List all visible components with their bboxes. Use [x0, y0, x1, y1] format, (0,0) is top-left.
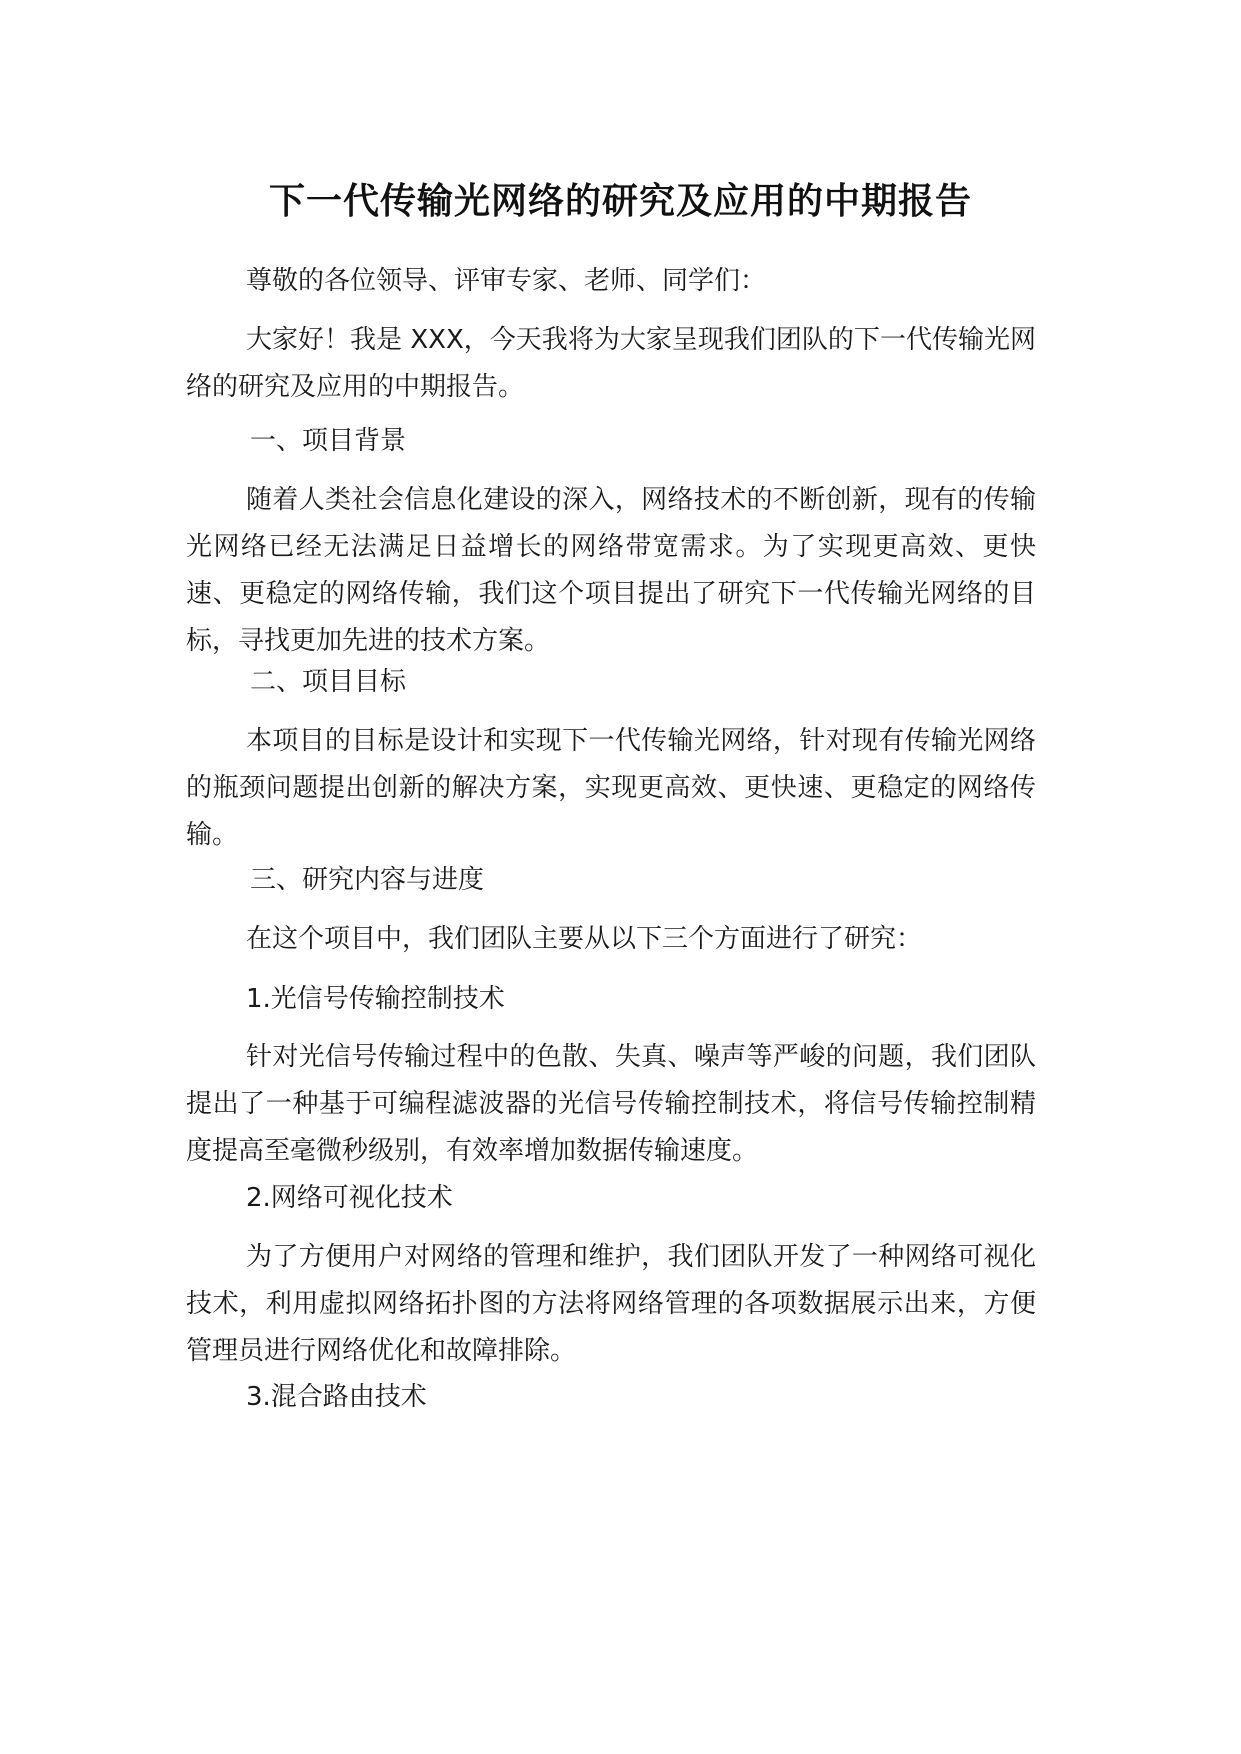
topic-body-visualization: 为了方便用户对网络的管理和维护，我们团队开发了一种网络可视化技术，利用虚拟网络拓扑图的方法将网络管理的各项数据展示出来，方便管理员进行网络优化和故障排除。	[186, 1242, 1036, 1366]
section-heading-goal: 二、项目目标	[250, 667, 407, 697]
section-body-goal: 本项目的目标是设计和实现下一代传输光网络，针对现有传输光网络的瓶颈问题提出创新的解决方案，实现更高效、更快速、更稳定的网络传输。	[186, 726, 1036, 850]
section-heading-research: 三、研究内容与进度	[250, 865, 485, 895]
intro-paragraph: 大家好！我是 XXX，今天我将为大家呈现我们团队的下一代传输光网络的研究及应用的中期报告。	[186, 325, 1036, 402]
section-body-research: 在这个项目中，我们团队主要从以下三个方面进行了研究：	[246, 924, 923, 954]
topic-heading-visualization: 2.网络可视化技术	[246, 1183, 453, 1213]
document-title: 下一代传输光网络的研究及应用的中期报告	[268, 181, 972, 222]
topic-heading-hybrid-routing: 3.混合路由技术	[246, 1382, 427, 1412]
section-body-background: 随着人类社会信息化建设的深入，网络技术的不断创新，现有的传输光网络已经无法满足日益增长的网络带宽需求。为了实现更高效、更快速、更稳定的网络传输，我们这个项目提出了研究下一代传输光网络的目标，寻找更加先进的技术方案。	[186, 485, 1036, 656]
section-heading-background: 一、项目背景	[250, 426, 407, 456]
topic-heading-signal-control: 1.光信号传输控制技术	[246, 984, 505, 1014]
topic-body-signal-control: 针对光信号传输过程中的色散、失真、噪声等严峻的问题，我们团队提出了一种基于可编程滤波器的光信号传输控制技术，将信号传输控制精度提高至毫微秒级别，有效率增加数据传输速度。	[186, 1042, 1036, 1166]
greeting-paragraph: 尊敬的各位领导、评审专家、老师、同学们：	[246, 266, 767, 296]
